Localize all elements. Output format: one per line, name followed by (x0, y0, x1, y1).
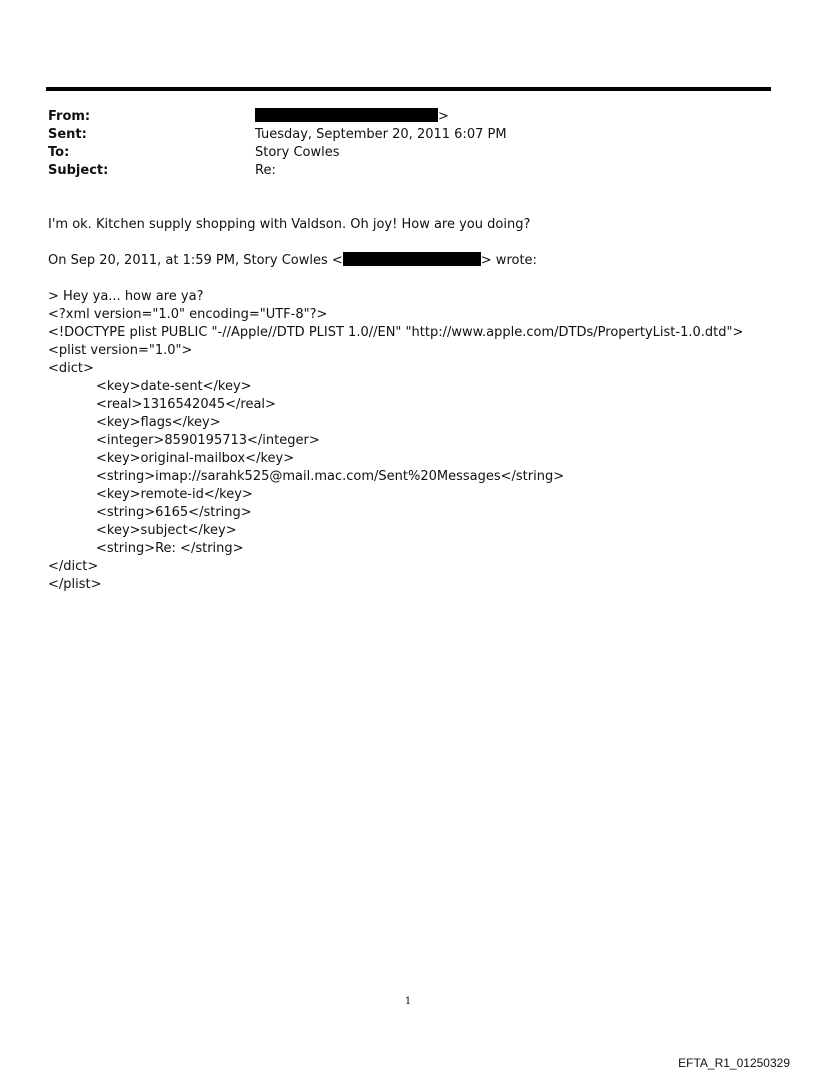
header-rule (46, 87, 771, 91)
redaction-bar (255, 108, 438, 122)
dict-line: <string>Re: </string> (96, 541, 244, 556)
redaction-bar (343, 252, 481, 266)
page-number: 1 (404, 996, 412, 1007)
dict-line: <key>remote-id</key> (96, 487, 253, 502)
closing-line: </dict> (48, 559, 99, 574)
dict-line: <key>subject</key> (96, 523, 237, 538)
dict-line: <key>flags</key> (96, 415, 221, 430)
to-label: To: (48, 145, 70, 160)
quote-intro-after: > wrote: (480, 253, 537, 268)
dict-line: <key>original-mailbox</key> (96, 451, 295, 466)
dict-line: <key>date-sent</key> (96, 379, 252, 394)
from-value (255, 108, 449, 126)
dict-line: <string>6165</string> (96, 505, 252, 520)
dict-line: <string>imap://sarahk525@mail.mac.com/Sent%20Messages</string> (96, 469, 565, 484)
subject-row (48, 162, 507, 180)
to-row (48, 144, 507, 162)
quote-intro (48, 252, 743, 270)
quote-intro-before: On Sep 20, 2011, at 1:59 PM, Story Cowles < (48, 253, 343, 268)
sent-value: Tuesday, September 20, 2011 6:07 PM (255, 127, 507, 142)
subject-value: Re: (255, 163, 276, 178)
sent-row (48, 126, 507, 144)
to-value: Story Cowles (255, 145, 340, 160)
reply-text: I'm ok. Kitchen supply shopping with Valdson. Oh joy! How are you doing? (48, 217, 531, 232)
email-body (48, 216, 743, 594)
quote-line: > Hey ya... how are ya? (48, 289, 204, 304)
closing-line: </plist> (48, 577, 102, 592)
subject-label: Subject: (48, 163, 109, 178)
dict-line: <real>1316542045</real> (96, 397, 276, 412)
from-label: From: (48, 109, 91, 124)
quote-line: <?xml version="1.0" encoding="UTF-8"?> (48, 307, 328, 322)
email-header (48, 108, 507, 180)
quote-line: <dict> (48, 361, 94, 376)
from-suffix: > (438, 109, 449, 124)
quote-line: <plist version="1.0"> (48, 343, 193, 358)
dict-line: <integer>8590195713</integer> (96, 433, 320, 448)
document-id: EFTA_R1_01250329 (678, 1056, 790, 1070)
sent-label: Sent: (48, 127, 87, 142)
quote-line: <!DOCTYPE plist PUBLIC "-//Apple//DTD PLIST 1.0//EN" "http://www.apple.com/DTDs/PropertyList-1.0.dtd"> (48, 325, 744, 340)
from-row (48, 108, 507, 126)
